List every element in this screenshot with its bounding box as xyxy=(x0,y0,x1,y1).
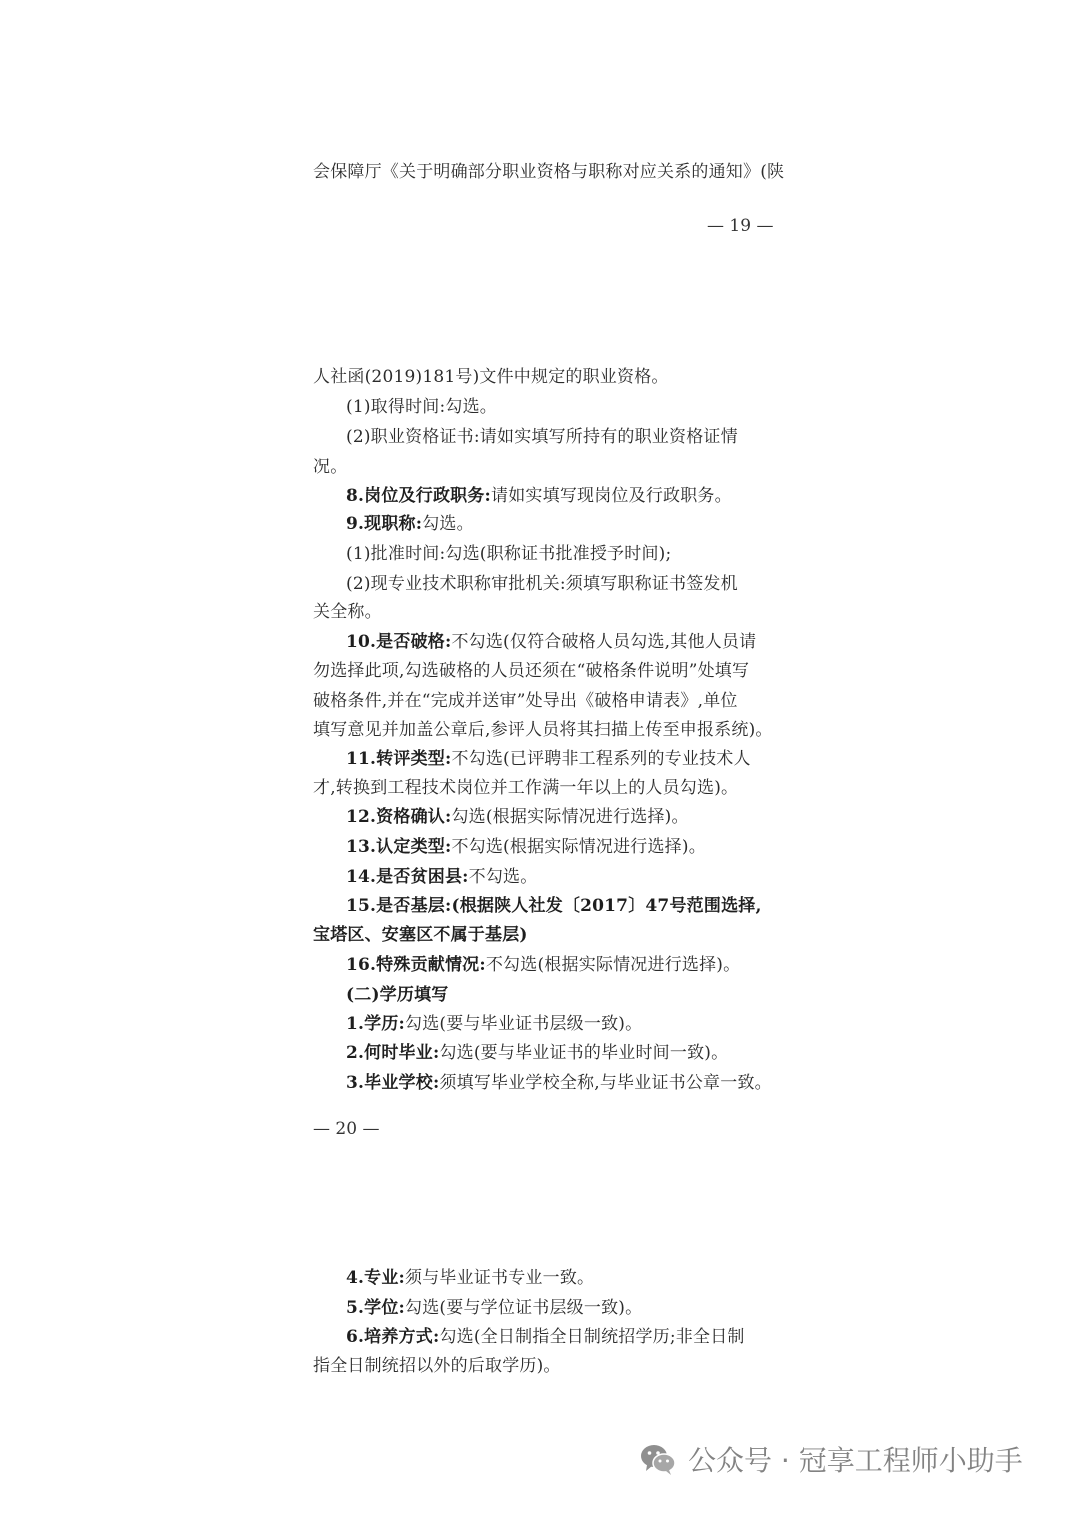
item-9-line: 9.现职称:勾选。 xyxy=(346,514,474,534)
item-8-line: 8.岗位及行政职务:请如实填写现岗位及行政职务。 xyxy=(346,486,732,506)
paragraph-line: (1)取得时间:勾选。 xyxy=(346,397,498,417)
paragraph-line: 才,转换到工程技术岗位并工作满一年以上的人员勾选)。 xyxy=(313,778,739,798)
paragraph-line: (2)现专业技术职称审批机关:须填写职称证书签发机 xyxy=(346,574,738,594)
section-heading-education: (二)学历填写 xyxy=(346,985,449,1005)
paragraph-line: 勿选择此项,勾选破格的人员还须在“破格条件说明”处填写 xyxy=(313,661,750,681)
paragraph-line: 宝塔区、安塞区不属于基层) xyxy=(313,925,528,945)
edu-item-4-line: 4.专业:须与毕业证书专业一致。 xyxy=(346,1268,595,1288)
item-15-line: 15.是否基层:(根据陕人社发〔2017〕47号范围选择, xyxy=(346,896,762,916)
page-number-20: — 20 — xyxy=(313,1119,380,1139)
page19-top-line: 会保障厅《关于明确部分职业资格与职称对应关系的通知》(陕 xyxy=(313,162,785,182)
item-11-line: 11.转评类型:不勾选(已评聘非工程系列的专业技术人 xyxy=(346,749,751,769)
item-14-line: 14.是否贫困县:不勾选。 xyxy=(346,867,538,887)
edu-item-5-line: 5.学位:勾选(要与学位证书层级一致)。 xyxy=(346,1298,643,1318)
paragraph-line: (1)批准时间:勾选(职称证书批准授予时间); xyxy=(346,544,672,564)
item-10-line: 10.是否破格:不勾选(仅符合破格人员勾选,其他人员请 xyxy=(346,632,757,652)
watermark-text: 公众号 · 冠享工程师小助手 xyxy=(688,1444,1023,1477)
wechat-watermark xyxy=(638,1436,1023,1482)
page-number-19: — 19 — xyxy=(707,216,774,236)
edu-item-2-line: 2.何时毕业:勾选(要与毕业证书的毕业时间一致)。 xyxy=(346,1043,729,1063)
paragraph-line: 关全称。 xyxy=(313,602,382,622)
edu-item-1-line: 1.学历:勾选(要与毕业证书层级一致)。 xyxy=(346,1014,643,1034)
paragraph-line: 指全日制统招以外的后取学历)。 xyxy=(313,1356,561,1376)
paragraph-line: 人社函(2019)181号)文件中规定的职业资格。 xyxy=(313,367,669,387)
edu-item-6-line: 6.培养方式:勾选(全日制指全日制统招学历;非全日制 xyxy=(346,1327,745,1347)
paragraph-line: 破格条件,并在“完成并送审”处导出《破格申请表》,单位 xyxy=(313,691,738,711)
paragraph-line: 填写意见并加盖公章后,参评人员将其扫描上传至申报系统)。 xyxy=(313,720,773,740)
item-12-line: 12.资格确认:勾选(根据实际情况进行选择)。 xyxy=(346,807,689,827)
paragraph-line: 况。 xyxy=(313,457,348,477)
item-16-line: 16.特殊贡献情况:不勾选(根据实际情况进行选择)。 xyxy=(346,955,741,975)
wechat-icon xyxy=(638,1439,678,1479)
edu-item-3-line: 3.毕业学校:须填写毕业学校全称,与毕业证书公章一致。 xyxy=(346,1073,772,1093)
paragraph-line: (2)职业资格证书:请如实填写所持有的职业资格证情 xyxy=(346,427,738,447)
item-13-line: 13.认定类型:不勾选(根据实际情况进行选择)。 xyxy=(346,837,706,857)
